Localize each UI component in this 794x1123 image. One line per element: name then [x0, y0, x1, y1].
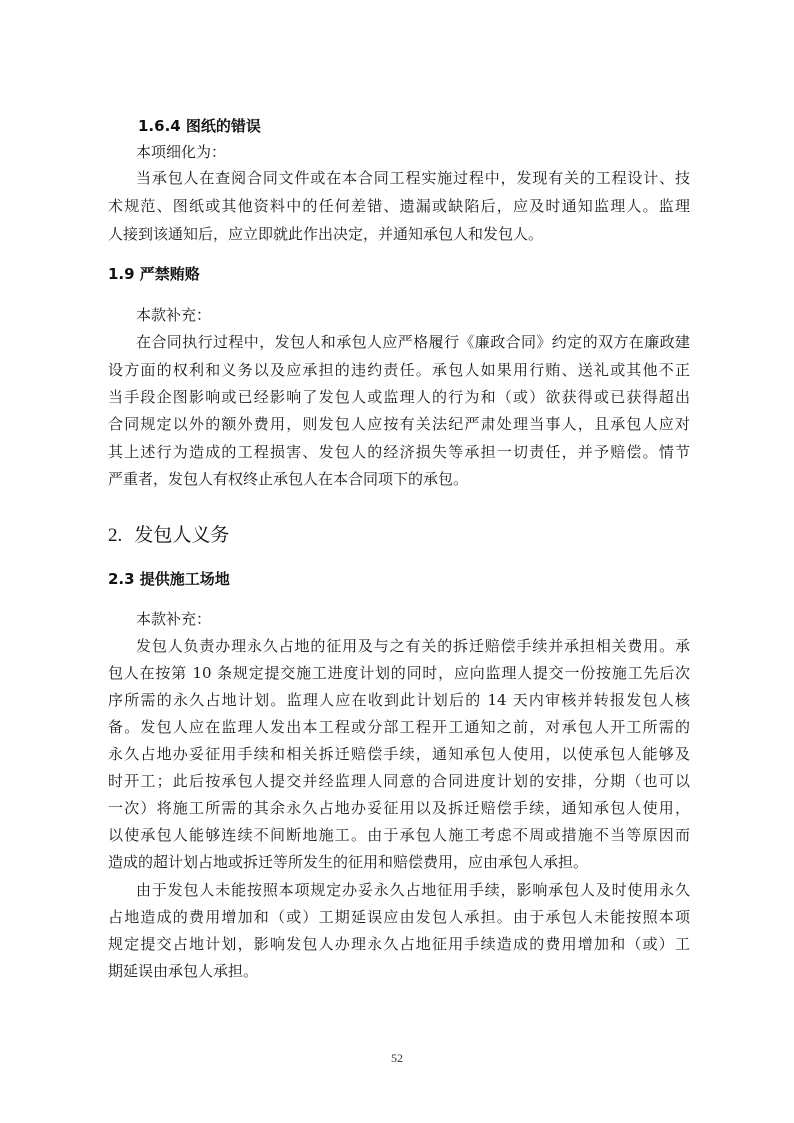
- text-line: 人接到该通知后，应立即就此作出决定，并通知承包人和发包人。: [108, 225, 544, 243]
- text-line: 期延误由承包人承担。: [108, 962, 259, 980]
- text-line: 其上述行为造成的工程损害、发包人的经济损失等承担一切责任，并予赔偿。情节: [108, 443, 690, 461]
- text-line: 当手段企图影响或已经影响了发包人或监理人的行为和（或）欲获得或已获得超出: [108, 388, 690, 406]
- text-line: 时开工；此后按承包人提交并经监理人同意的合同进度计划的安排，分期（也可以: [108, 772, 690, 790]
- text-line: 永久占地办妥征用手续和相关拆迁赔偿手续，通知承包人使用，以使承包人能够及: [108, 745, 690, 763]
- text-line: 当承包人在查阅合同文件或在本合同工程实施过程中，发现有关的工程设计、技: [136, 169, 690, 187]
- heading-2: [108, 522, 229, 549]
- text-line: 设方面的权利和义务以及应承担的违约责任。承包人如果用行贿、送礼或其他不正: [108, 361, 690, 379]
- text-line: 规定提交占地计划，影响发包人办理永久占地征用手续造成的费用增加和（或）工: [108, 935, 690, 953]
- intro-1-9: 本款补充：: [136, 306, 212, 324]
- text-line: 包人在按第 10 条规定提交施工进度计划的同时，应向监理人提交一份按施工先后次: [108, 664, 690, 682]
- text-line: 造成的超计划占地或拆迁等所发生的征用和赔偿费用，应由承包人承担。: [108, 853, 589, 871]
- page-number: 52: [391, 1051, 403, 1065]
- heading-1-9: 1.9 严禁贿赂: [108, 265, 200, 283]
- heading-1-6-4: 1.6.4 图纸的错误: [138, 117, 261, 135]
- text-line: 序所需的永久占地计划。监理人应在收到此计划后的 14 天内审核并转报发包人核: [108, 691, 690, 709]
- intro-2-3: 本款补充：: [136, 610, 212, 628]
- text-line: 备。发包人应在监理人发出本工程或分部工程开工通知之前，对承包人开工所需的: [108, 718, 690, 736]
- text-line: 严重者，发包人有权终止承包人在本合同项下的承包。: [108, 470, 469, 488]
- text-line: 术规范、图纸或其他资料中的任何差错、遗漏或缺陷后，应及时通知监理人。监理: [108, 197, 690, 215]
- text-line: 一次）将施工所需的其余永久占地办妥征用以及拆迁赔偿手续，通知承包人使用，: [108, 799, 690, 817]
- heading-2-text: 发包人义务: [134, 524, 230, 546]
- heading-2-3: 2.3 提供施工场地: [108, 570, 230, 588]
- text-line: 在合同执行过程中，发包人和承包人应严格履行《廉政合同》约定的双方在廉政建: [136, 333, 690, 351]
- text-line: 合同规定以外的额外费用，则发包人应按有关法纪严肃处理当事人，且承包人应对: [108, 415, 690, 433]
- intro-1-6-4: 本项细化为：: [136, 143, 227, 161]
- heading-2-number: 2.: [108, 525, 123, 546]
- text-line: 由于发包人未能按照本项规定办妥永久占地征用手续，影响承包人及时使用永久: [136, 881, 690, 899]
- text-line: 发包人负责办理永久占地的征用及与之有关的拆迁赔偿手续并承担相关费用。承: [136, 637, 690, 655]
- text-line: 以使承包人能够连续不间断地施工。由于承包人施工考虑不周或措施不当等原因而: [108, 826, 690, 844]
- text-line: 占地造成的费用增加和（或）工期延误应由发包人承担。由于承包人未能按照本项: [108, 908, 690, 926]
